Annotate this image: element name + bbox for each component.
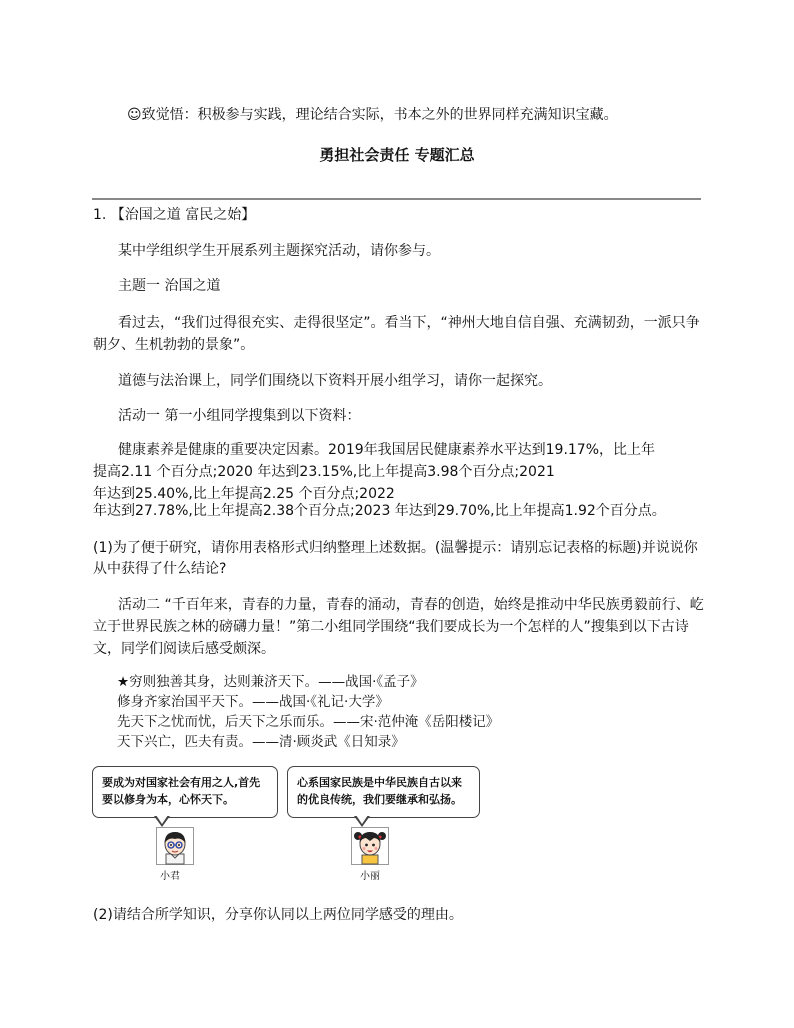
poem-line-4: 天下兴亡，匹夫有责。——清·顾炎武《日知录》 xyxy=(117,734,405,750)
quote-paragraph: 看过去，“我们过得很充实、走得很坚定”。看当下，“神州大地自信自强、充满韧劲，一派只争朝夕、生机勃勃的景象”。 xyxy=(93,315,700,353)
sub-question-1: (1)为了便于研究，请你用表格形式归纳整理上述数据。(温馨提示：请别忘记表格的标题)并说说你从中获得了什么结论? xyxy=(93,540,698,577)
poem-line-3: 先天下之忧而忧，后天下之乐而乐。——宋·范仲淹《岳阳楼记》 xyxy=(117,714,500,730)
activity-two-paragraph: 活动二 “千百年来，青春的力量，青春的涌动，青春的创造，始终是推动中华民族勇毅前行、屹立于世界民族之林的磅礴力量！”第二小组同学围绕“我们要成长为一个怎样的人”搜集到以下古诗文，同学们阅读后感受颇深。 xyxy=(93,597,704,657)
theme-one-heading: 主题一 治国之道 xyxy=(118,278,221,294)
girl-name: 小丽 xyxy=(360,871,380,882)
girl-avatar xyxy=(351,827,389,865)
health-data-line-2: 提高2.11 个百分点;2020 年达到23.15%,比上年提高3.98个百分点;2021 xyxy=(93,464,555,480)
question-1-heading: 1. 【治国之道 富民之始】 xyxy=(93,207,256,223)
health-data-line-4: 年达到27.78%,比上年提高2.38个百分点;2023 年达到29.70%,比上年提高1.92个百分点。 xyxy=(93,503,666,519)
speech-bubble-right: 心系国家民族是中华民族自古以来的优良传统，我们要继承和弘扬。 xyxy=(287,766,480,818)
sub-question-2: (2)请结合所学知识，分享你认同以上两位同学感受的理由。 xyxy=(93,907,463,923)
boy-name: 小君 xyxy=(160,871,180,882)
boy-avatar xyxy=(156,827,194,865)
speech-bubble-left: 要成为对国家社会有用之人,首先要以修身为本，心怀天下。 xyxy=(92,766,278,818)
health-data-line-1: 健康素养是健康的重要决定因素。2019年我国居民健康素养水平达到19.17%，比上年 xyxy=(118,442,656,458)
title-divider xyxy=(92,198,701,200)
intro-paragraph: 某中学组织学生开展系列主题探究活动，请你参与。 xyxy=(118,243,440,259)
intro-line: ☺致觉悟：积极参与实践，理论结合实际，书本之外的世界同样充满知识宝藏。 xyxy=(127,107,618,123)
activity-one-heading: 活动一 第一小组同学搜集到以下资料： xyxy=(118,408,361,424)
health-data-line-3: 年达到25.40%,比上年提高2.25 个百分点;2022 xyxy=(93,486,395,502)
poem-line-2: 修身齐家治国平天下。——战国·《礼记·大学》 xyxy=(117,694,389,710)
class-paragraph: 道德与法治课上，同学们围绕以下资料开展小组学习，请你一起探究。 xyxy=(118,373,552,389)
poem-line-1: ★穷则独善其身，达则兼济天下。——战国·《孟子》 xyxy=(117,674,424,690)
page-title: 勇担社会责任 专题汇总 xyxy=(319,146,475,164)
